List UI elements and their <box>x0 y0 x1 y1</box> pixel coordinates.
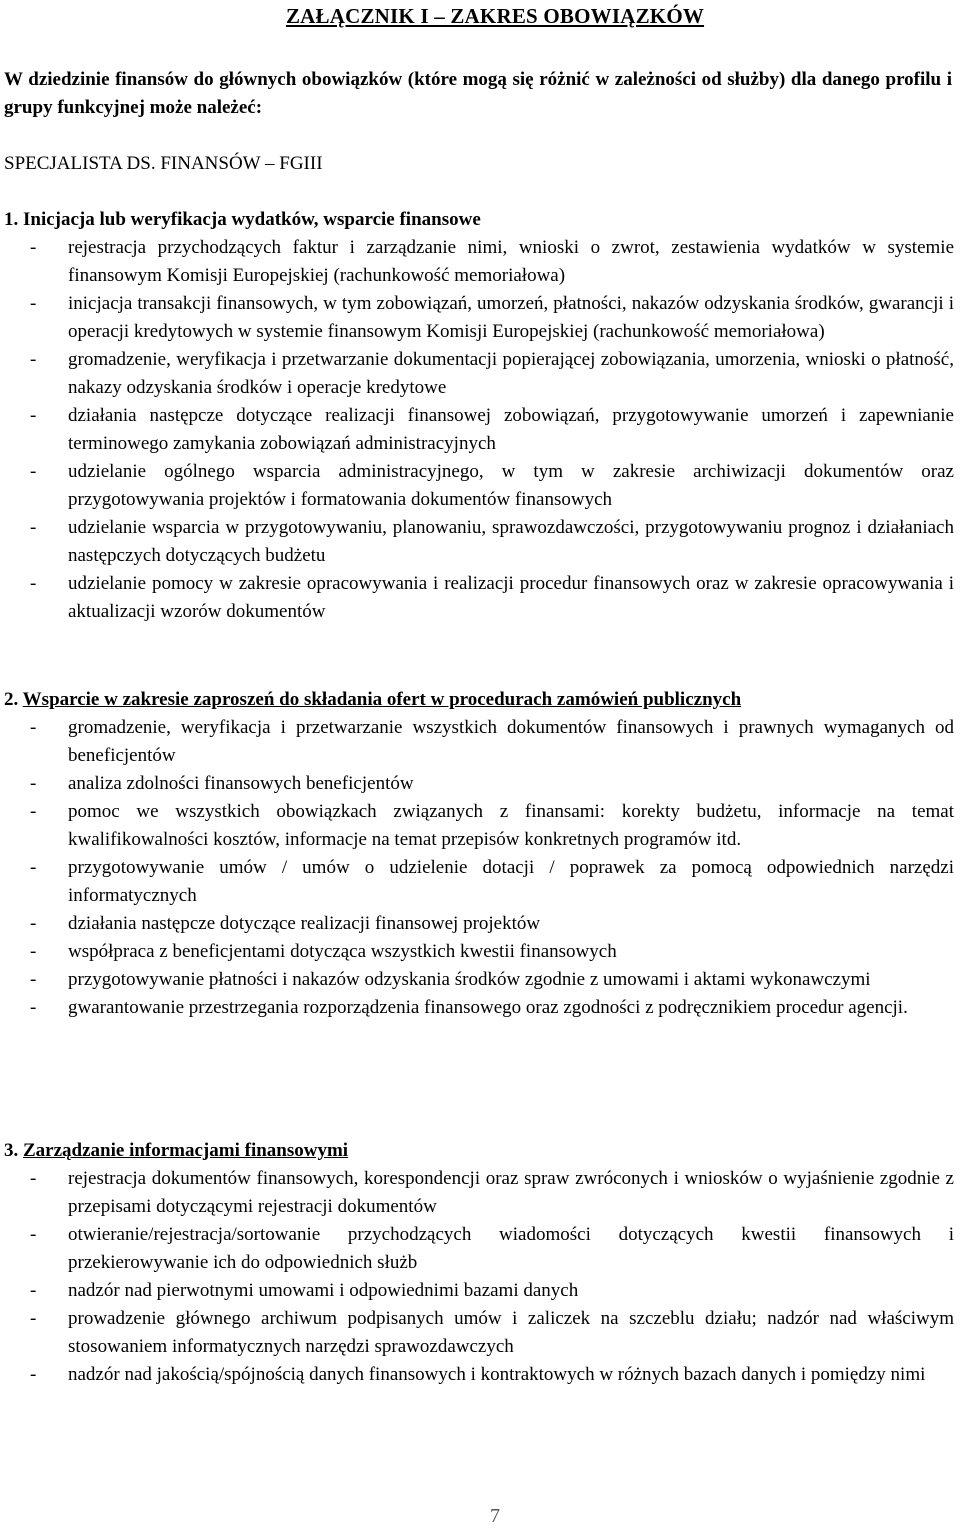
section-2 <box>4 686 954 1022</box>
list-item <box>4 910 954 938</box>
list-item <box>4 854 954 910</box>
bullet-dash: - <box>30 405 37 426</box>
section-1 <box>4 206 954 626</box>
list-item-text: gromadzenie, weryfikacja i przetwarzanie dokumentacji popierającej zobowiązania, umorzenia, wnioski o płatność, nakazy odzyskania środków i operacje kredytowe <box>68 349 954 398</box>
list-item <box>4 290 954 346</box>
bullet-dash: - <box>30 1224 37 1245</box>
bullet-dash: - <box>30 857 37 878</box>
bullet-dash: - <box>30 293 37 314</box>
list-item <box>4 1165 954 1221</box>
bullet-dash: - <box>30 517 37 538</box>
intro-paragraph: W dziedzinie finansów do głównych obowiązków (które mogą się różnić w zależności od służby) dla danego profilu i grupy funkcyjnej może należeć: <box>4 69 952 118</box>
bullet-dash: - <box>30 913 37 934</box>
bullet-dash: - <box>30 349 37 370</box>
list-item-text: przygotowywanie umów / umów o udzielenie dotacji / poprawek za pomocą odpowiednich narzędzi informatycznych <box>68 857 954 906</box>
section-title: Zarządzanie informacjami finansowymi <box>23 1140 349 1161</box>
bullet-dash: - <box>30 941 37 962</box>
list-item-text: udzielanie ogólnego wsparcia administracyjnego, w tym w zakresie archiwizacji dokumentów oraz przygotowywania projektów i formatowania dokumentów finansowych <box>68 461 954 510</box>
bullet-dash: - <box>30 1308 37 1329</box>
list-item <box>4 346 954 402</box>
list-item-text: współpraca z beneficjentami dotycząca wszystkich kwestii finansowych <box>68 941 617 962</box>
list-item-text: działania następcze dotyczące realizacji finansowej projektów <box>68 913 541 934</box>
bullet-dash: - <box>30 969 37 990</box>
list-item <box>4 458 954 514</box>
bullet-dash: - <box>30 1168 37 1189</box>
list-item <box>4 938 954 966</box>
list-item-text: udzielanie pomocy w zakresie opracowywania i realizacji procedur finansowych oraz w zakresie opracowywania i aktualizacji wzorów dokumentów <box>68 573 954 622</box>
list-item-text: rejestracja dokumentów finansowych, korespondencji oraz spraw zwróconych i wniosków o wyjaśnienie zgodnie z przepisami dotyczącymi rejestracji dokumentów <box>68 1168 954 1217</box>
bullet-dash: - <box>30 237 37 258</box>
bullet-dash: - <box>30 773 37 794</box>
document-title: ZAŁĄCZNIK I – ZAKRES OBOWIĄZKÓW <box>285 4 705 28</box>
list-item-text: gwarantowanie przestrzegania rozporządzenia finansowego oraz zgodności z podręcznikiem procedur agencji. <box>68 997 908 1018</box>
bullet-dash: - <box>30 573 37 594</box>
list-item-text: pomoc we wszystkich obowiązkach związanych z finansami: korekty budżetu, informacje na temat kwalifikowalności kosztów, informacje na temat przepisów konkretnych programów itd. <box>68 801 954 850</box>
section-number: 3. <box>4 1140 19 1161</box>
list-item <box>4 714 954 770</box>
bullet-dash: - <box>30 1364 37 1385</box>
list-item <box>4 1221 954 1277</box>
bullet-dash: - <box>30 801 37 822</box>
list-item <box>4 514 954 570</box>
duty-list <box>4 1165 954 1389</box>
bullet-dash: - <box>30 1280 37 1301</box>
list-item-text: przygotowywanie płatności i nakazów odzyskania środków zgodnie z umowami i aktami wykonawczymi <box>68 969 871 990</box>
list-item <box>4 234 954 290</box>
list-item-text: rejestracja przychodzących faktur i zarządzanie nimi, wnioski o zwrot, zestawienia wydatków w systemie finansowym Komisji Europejskiej (rachunkowość memoriałowa) <box>68 237 954 286</box>
duty-list <box>4 234 954 626</box>
list-item <box>4 1361 954 1389</box>
bullet-dash: - <box>30 717 37 738</box>
section-title: Wsparcie w zakresie zaproszeń do składania ofert w procedurach zamówień publicznych <box>22 689 742 710</box>
list-item <box>4 570 954 626</box>
list-item <box>4 966 954 994</box>
list-item-text: gromadzenie, weryfikacja i przetwarzanie wszystkich dokumentów finansowych i prawnych wymaganych od beneficjentów <box>68 717 954 766</box>
list-item-text: nadzór nad jakością/spójnością danych finansowych i kontraktowych w różnych bazach danych i pomiędzy nimi <box>68 1364 926 1385</box>
list-item-text: inicjacja transakcji finansowych, w tym zobowiązań, umorzeń, płatności, nakazów odzyskania środków, gwarancji i operacji kredytowych w systemie finansowym Komisji Europejskiej (rachunkowość memoriałowa) <box>68 293 954 342</box>
section-heading <box>4 206 954 234</box>
list-item-text: udzielanie wsparcia w przygotowywaniu, planowaniu, sprawozdawczości, przygotowywaniu prognoz i działaniach następczych dotyczących budżetu <box>68 517 954 566</box>
section-heading <box>4 1137 954 1165</box>
list-item <box>4 798 954 854</box>
profile-label: SPECJALISTA DS. FINANSÓW – FGIII <box>4 153 323 174</box>
section-3 <box>4 1137 954 1389</box>
list-item <box>4 1277 954 1305</box>
section-number: 2. <box>4 689 19 710</box>
list-item-text: nadzór nad pierwotnymi umowami i odpowiednimi bazami danych <box>68 1280 579 1301</box>
section-heading <box>4 686 954 714</box>
list-item <box>4 994 954 1022</box>
section-title: Inicjacja lub weryfikacja wydatków, wsparcie finansowe <box>23 209 481 230</box>
bullet-dash: - <box>30 461 37 482</box>
list-item-text: otwieranie/rejestracja/sortowanie przychodzących wiadomości dotyczących kwestii finansowych i przekierowywanie ich do odpowiednich służb <box>68 1224 954 1273</box>
section-number: 1. <box>4 209 19 230</box>
list-item <box>4 1305 954 1361</box>
list-item <box>4 770 954 798</box>
page-number: 7 <box>490 1505 500 1527</box>
bullet-dash: - <box>30 997 37 1018</box>
list-item <box>4 402 954 458</box>
list-item-text: analiza zdolności finansowych beneficjentów <box>68 773 414 794</box>
duty-list <box>4 714 954 1022</box>
list-item-text: działania następcze dotyczące realizacji finansowej zobowiązań, przygotowywanie umorzeń i zapewnianie terminowego zamykania zobowiązań administracyjnych <box>68 405 954 454</box>
list-item-text: prowadzenie głównego archiwum podpisanych umów i zaliczek na szczeblu działu; nadzór nad właściwym stosowaniem informatycznych narzędzi sprawozdawczych <box>68 1308 954 1357</box>
